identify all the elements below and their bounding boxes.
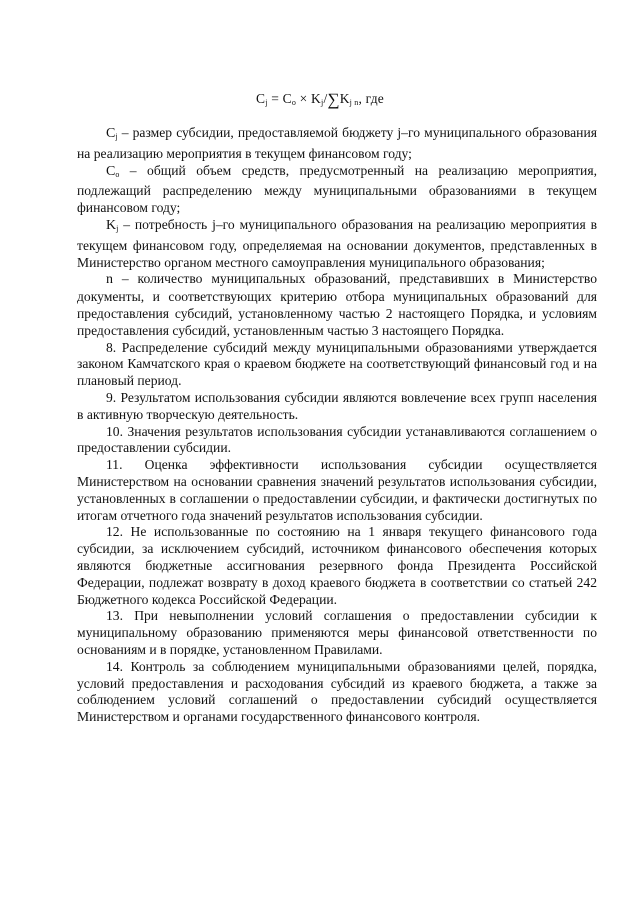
formula-sum: ∑ xyxy=(327,90,340,109)
definition-k xyxy=(77,217,597,271)
definition-k-text: – потребность j–го муниципального образования на реализацию мероприятия в текущем финансовом году, определяемая на основании документов, представленных в Министерство органом местного самоуправления муниципального образования; xyxy=(77,216,597,270)
symbol-c xyxy=(106,126,118,141)
formula-c: C xyxy=(256,91,266,106)
formula-tail: , где xyxy=(358,91,384,106)
paragraph-9: 9. Результатом использования субсидии являются вовлечение всех групп населения в активную творческую деятельность. xyxy=(77,389,597,422)
formula-slash: / xyxy=(323,91,328,106)
formula-times: × xyxy=(299,91,308,106)
paragraph-11: 11. Оценка эффективности использования субсидии осуществляется Министерством на основании сравнения значений результатов использования субсидии, установленных в соглашении о предоставлении субсидии, и фактически достигнутых по итогам отчетного года значений результатов использования субсидии. xyxy=(77,457,597,523)
formula-c0: C xyxy=(282,91,292,106)
formula-c0-sub: o xyxy=(291,98,297,107)
paragraph-14: 14. Контроль за соблюдением муниципальными образованиями целей, порядка, условий предоставления и расходования субсидий из краевого бюджета, а также за соблюдением условий соглашений о предоставлении субсидий осуществляется Министерством и органами государственного финансового контроля. xyxy=(77,658,597,725)
definition-c0 xyxy=(77,163,597,217)
symbol-c-letter: C xyxy=(106,126,116,141)
formula-k: K xyxy=(311,91,321,106)
symbol-c0 xyxy=(106,164,119,179)
paragraph-12: 12. Не использованные по состоянию на 1 января текущего финансового года субсидии, за исключением субсидий, источником финансового обеспечения которых являются бюджетные ассигнования резервного фонда Президента Российской Федерации, подлежат возврату в доход краевого бюджета в соответствии со статьей 242 Бюджетного кодекса Российской Федерации. xyxy=(77,524,597,607)
paragraph-10: 10. Значения результатов использования субсидии устанавливаются соглашением о предоставлении субсидии. xyxy=(77,423,597,456)
symbol-n: n xyxy=(106,272,113,288)
definition-c xyxy=(77,125,597,163)
symbol-k-letter: K xyxy=(106,217,117,233)
symbol-k-sub: j xyxy=(116,223,119,233)
formula-equals: = xyxy=(271,91,280,106)
formula-k-sum: K xyxy=(339,91,350,106)
definition-c0-text: – общий объем средств, предусмотренный на реализацию мероприятия, подлежащий распределению между муниципальными образованиями в текущем финансовом году; xyxy=(77,162,597,216)
paragraph-8: 8. Распределение субсидий между муниципальными образованиями утверждается законом Камчатского края о краевом бюджете на соответствующий финансовый год и на плановый период. xyxy=(77,339,597,389)
definition-c-text: – размер субсидии, предоставляемой бюджету j–го муниципального образования на реализацию мероприятия в текущем финансовом году; xyxy=(77,125,597,161)
formula-c-sub: j xyxy=(265,98,268,107)
symbol-c-sub: j xyxy=(115,132,118,141)
definition-n xyxy=(77,271,597,339)
subsidy-formula xyxy=(0,90,640,110)
symbol-k xyxy=(106,218,118,233)
symbol-c0-letter: C xyxy=(106,163,116,179)
document-body xyxy=(77,125,597,726)
paragraph-13: 13. При невыполнении условий соглашения о предоставлении субсидии к муниципальному образованию применяются меры финансовой ответственности по основаниям и в порядке, установленном Правилами. xyxy=(77,608,597,657)
formula-k-sum-sub: j n xyxy=(349,98,359,107)
symbol-c0-sub: o xyxy=(115,169,120,179)
formula-k-sub: j xyxy=(321,98,324,107)
definition-n-text: – количество муниципальных образований, представивших в Министерство документы, и соответствующих критерию отбора муниципальных образований для предоставления субсидий, установленному частью 2 настоящего Порядка, и условиям предоставления субсидий, установленным частью 3 настоящего Порядка. xyxy=(77,271,597,338)
